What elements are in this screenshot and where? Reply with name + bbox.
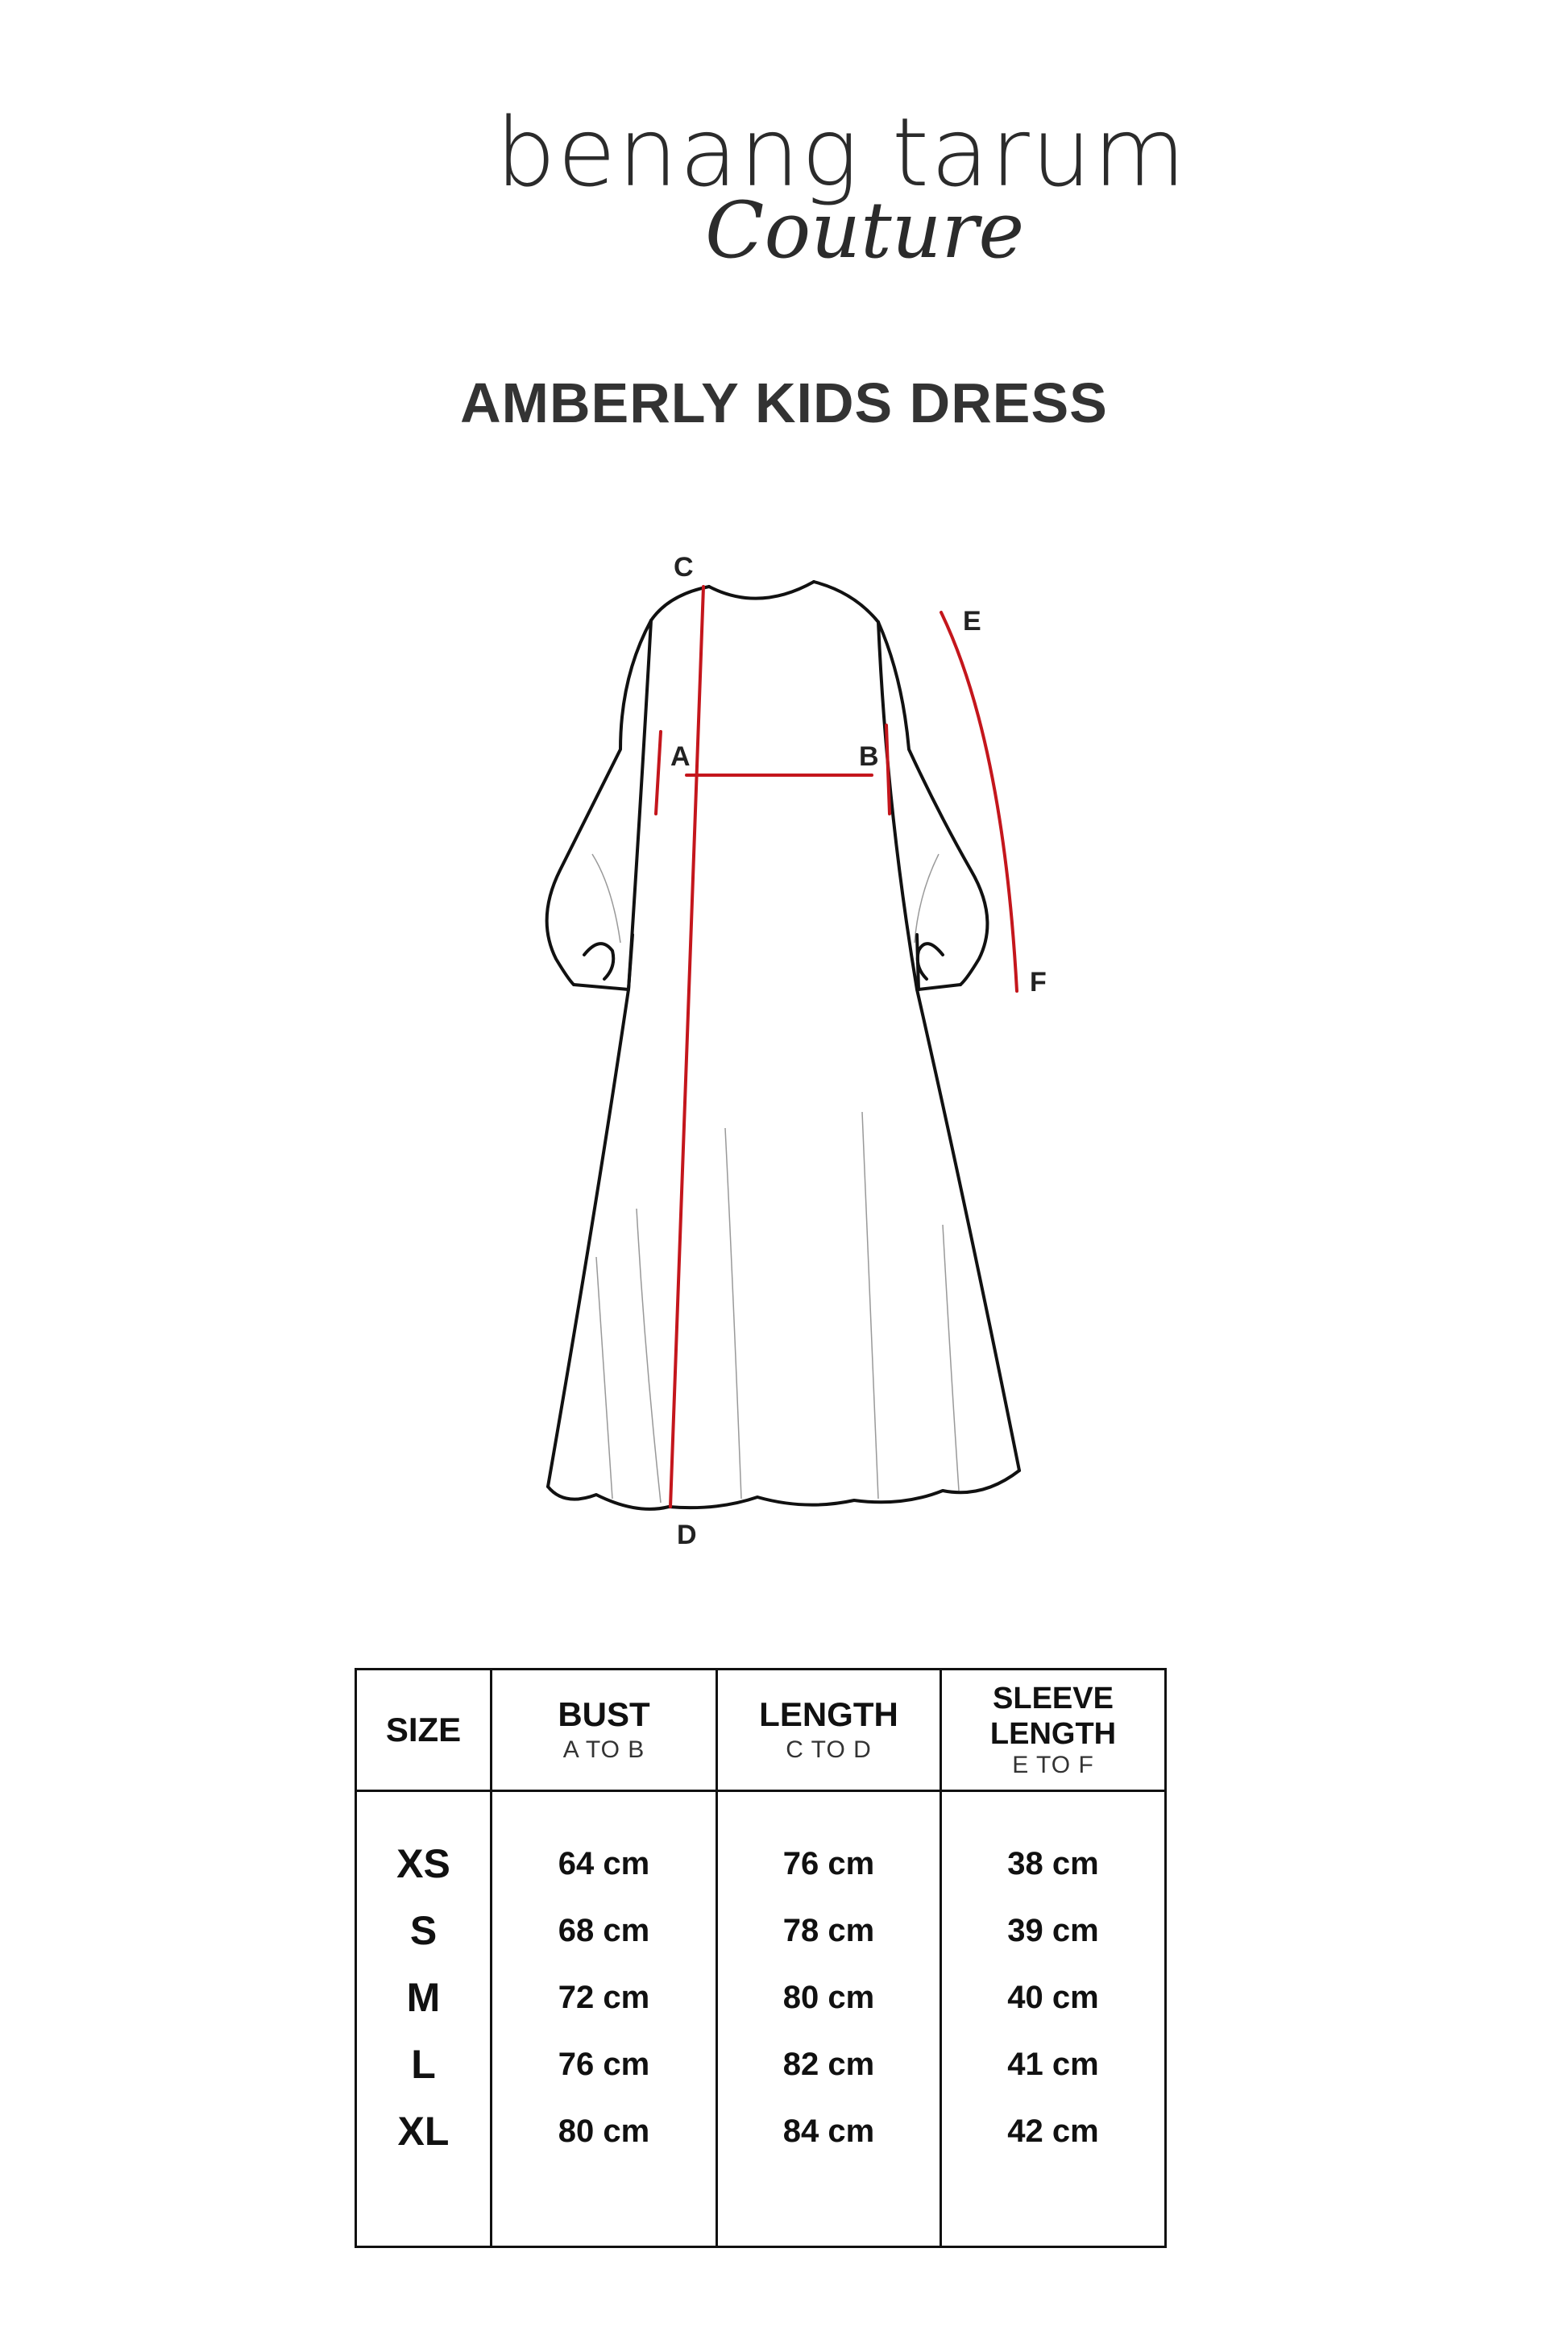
size-m: M [406,1975,441,2020]
sleeve-column [941,1791,1166,2247]
bust-xs: 64 cm [558,1846,650,1881]
header-bust: BUST A TO B [492,1670,717,1791]
point-label-d: D [677,1520,697,1550]
logo-script: Couture [705,185,1025,276]
measurement-lines [656,587,1017,1507]
length-l: 82 cm [782,2047,875,2082]
bust-xl: 80 cm [558,2113,650,2149]
dress-outline [547,582,1019,1509]
sleeve-s: 39 cm [1007,1913,1099,1948]
length-xl: 84 cm [782,2113,875,2149]
sleeve-xl: 42 cm [1007,2113,1099,2149]
length-xs: 76 cm [782,1846,875,1881]
length-s: 78 cm [782,1913,875,1948]
logo-wordmark: benang tarum [496,97,1188,208]
header-sleeve-length: SLEEVE LENGTH E TO F [941,1670,1166,1791]
size-s: S [409,1908,438,1953]
header-sleeve-sub: E TO F [1012,1752,1094,1778]
bust-marker-left [656,732,661,814]
bust-s: 68 cm [558,1913,650,1948]
header-length: LENGTH C TO D [717,1670,941,1791]
sleeve-l: 41 cm [1007,2047,1099,2082]
length-column [717,1791,941,2247]
size-chart-table [355,1668,1167,2248]
header-bust-sub: A TO B [562,1736,645,1763]
size-xl: XL [397,2109,450,2154]
product-title: AMBERLY KIDS DRESS [460,371,1108,434]
point-label-c: C [674,552,694,583]
sleeve-xs: 38 cm [1007,1846,1099,1881]
bust-m: 72 cm [558,1980,650,2015]
length-m: 80 cm [782,1980,875,2015]
table-body-row [356,1791,1166,2247]
sleeve-line [941,612,1017,991]
table-header-row [356,1670,1166,1791]
header-length-sub: C TO D [786,1736,872,1763]
size-xs: XS [396,1841,450,1886]
sleeve-m: 40 cm [1007,1980,1099,2015]
point-label-a: A [670,741,691,772]
point-label-b: B [859,741,879,772]
point-label-f: F [1030,967,1047,998]
dress-drape-lines [592,854,959,1503]
length-line [670,587,703,1507]
point-label-e: E [963,606,981,637]
bust-marker-right [886,725,890,814]
header-size: SIZE [356,1670,492,1791]
size-l: L [411,2042,436,2087]
size-column [356,1791,492,2247]
bust-column [492,1791,717,2247]
bust-l: 76 cm [558,2047,650,2082]
